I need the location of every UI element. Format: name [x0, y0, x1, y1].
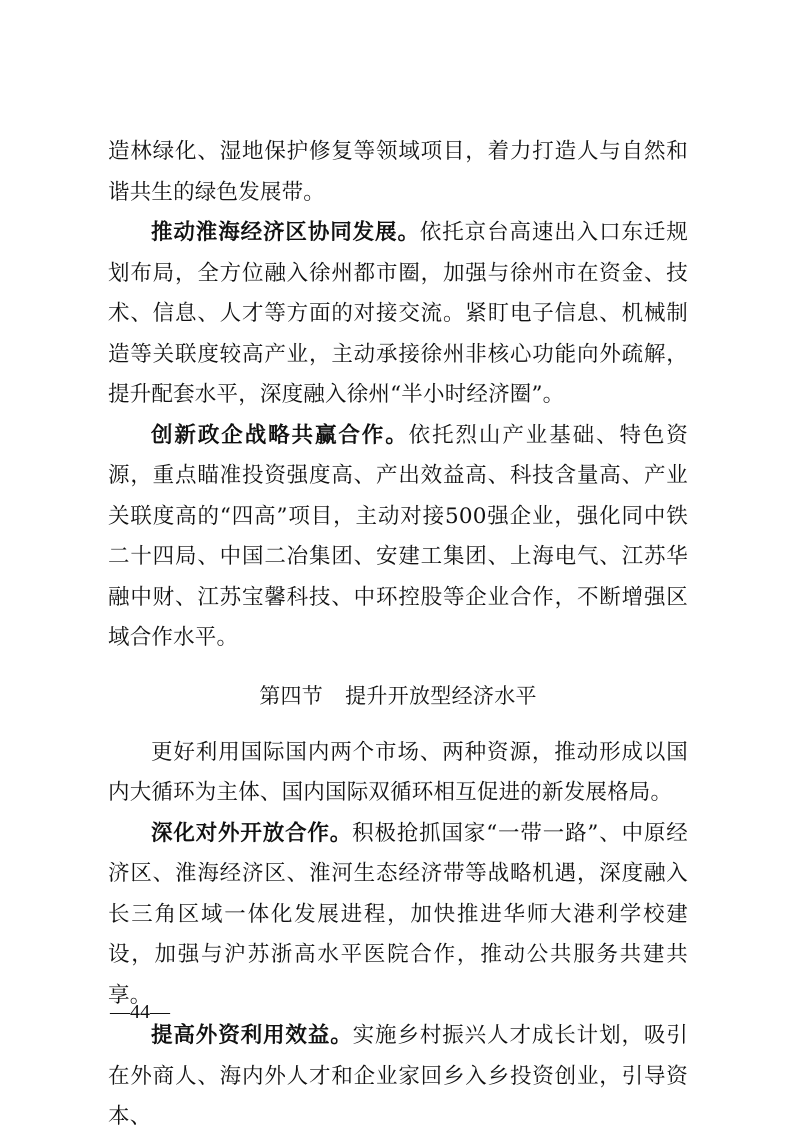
paragraph-text: 依托烈山产业基础、特色资源，重点瞄准投资强度高、产出效益高、科技含量高、产业关联度高的“四高”项目，主动对接500强企业，强化同中铁二十四局、中国二冶集团、安建工集团、上海电气、江苏华融中财、江苏宝馨科技、中环控股等企业合作，不断增强区域合作水平。 — [108, 422, 689, 650]
paragraph-text: 实施乡村振兴人才成长计划，吸引在外商人、海内外人才和企业家回乡入乡投资创业，引导资本、 — [108, 1023, 688, 1129]
section-number: 第四节 — [259, 683, 324, 708]
paragraph-enterprise-cooperation — [108, 416, 688, 659]
paragraph-text: 依托京台高速出入口东迁规划布局，全方位融入徐州都市圈，加强与徐州市在资金、技术、信息、人才等方面的对接交流。紧盯电子信息、机械制造等关联度较高产业，主动承接徐州非核心功能向外疏解，提升配套水平，深度融入徐州“半小时经济圈”。 — [108, 220, 689, 407]
paragraph-section-intro — [108, 733, 688, 814]
paragraph-huaihai-cooperation — [108, 213, 688, 416]
paragraph-lead: 提高外资利用效益。 — [151, 1023, 353, 1048]
paragraph-continued — [108, 132, 688, 213]
section-title: 提升开放型经济水平 — [345, 683, 537, 708]
paragraph-lead: 深化对外开放合作。 — [151, 820, 353, 846]
paragraph-text: 更好利用国际国内两个市场、两种资源，推动形成以国内大循环为主体、国内国际双循环相互促进的新发展格局。 — [108, 739, 688, 805]
paragraph-text: 积极抢抓国家“一带一路”、中原经济区、淮海经济区、淮河生态经济带等战略机遇，深度融入长三角区域一体化发展进程，加快推进华师大港利学校建设，加强与沪苏浙高水平医院合作，推动公共服务共建共享。 — [108, 820, 688, 1008]
paragraph-text: 造林绿化、湿地保护修复等领域项目，着力打造人与自然和谐共生的绿色发展带。 — [108, 139, 688, 205]
paragraph-foreign-capital — [108, 1016, 688, 1138]
document-body — [108, 132, 688, 1138]
paragraph-lead: 创新政企战略共赢合作。 — [151, 422, 409, 448]
page-number: —44— — [110, 1001, 170, 1023]
section-heading — [108, 676, 688, 716]
paragraph-lead: 推动淮海经济区协同发展。 — [151, 220, 420, 245]
paragraph-opening-up — [108, 814, 688, 1017]
